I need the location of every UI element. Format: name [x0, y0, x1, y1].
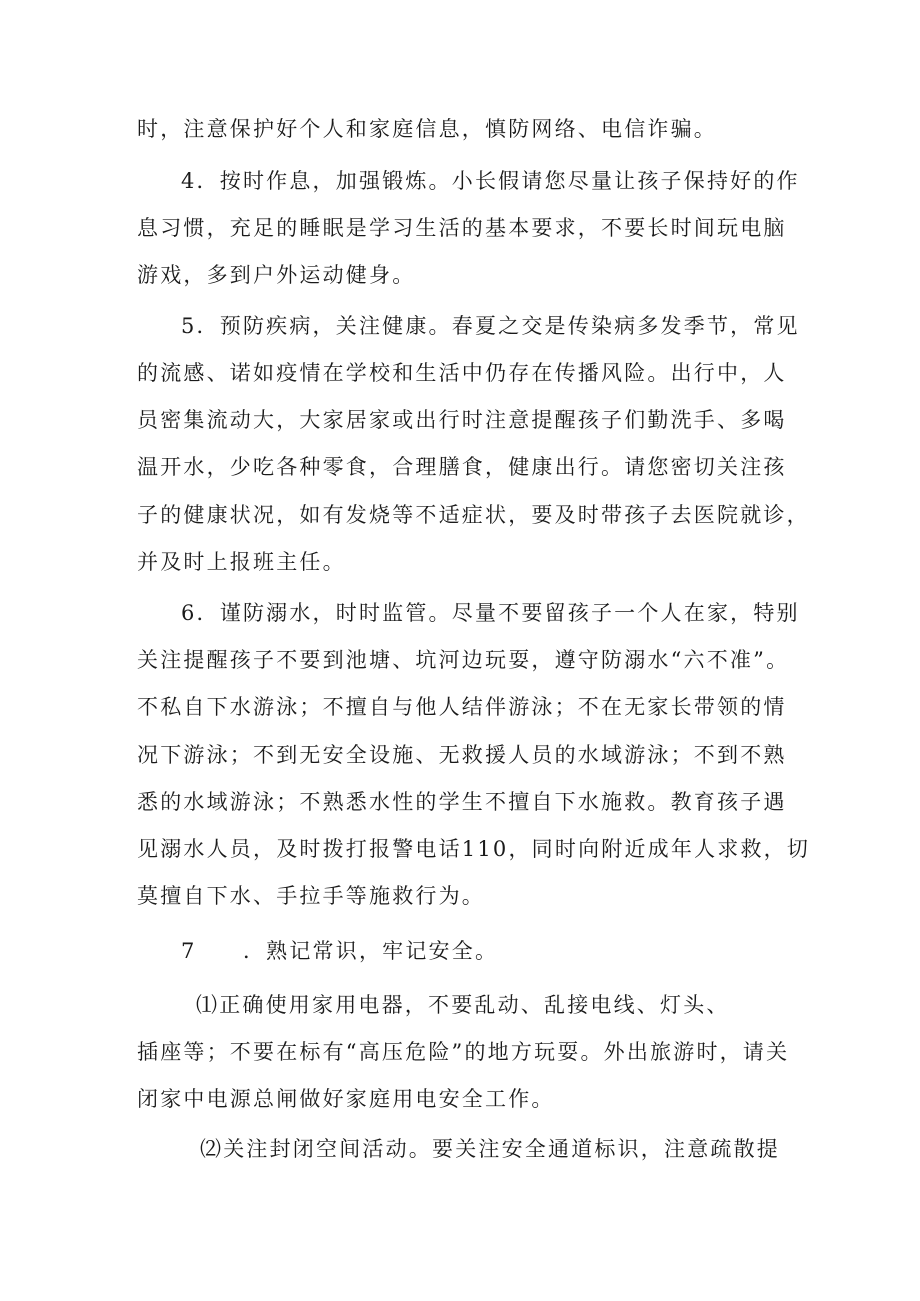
text-line-17: 莫擅自下水、手拉手等施救行为。 [137, 884, 485, 908]
text-line-18: 7 ．熟记常识，牢记安全。 [181, 939, 499, 963]
text-line-8: 温开水，少吃各种零食，合理膳食，健康出行。请您密切关注孩 [137, 455, 787, 479]
text-line-19: ⑴正确使用家用电器，不要乱动、乱接电线、灯头、 [196, 993, 730, 1017]
text-line-20: 插座等；不要在标有“高压危险”的地方玩耍。外出旅游时，请关 [137, 1040, 790, 1064]
text-line-14: 况下游泳；不到无安全设施、无救援人员的水域游泳；不到不熟 [137, 743, 787, 767]
text-line-2: 4．按时作息，加强锻炼。小长假请您尽量让孩子保持好的作 [181, 169, 800, 193]
text-line-16: 见溺水人员，及时拨打报警电话110，同时向附近成年人求救，切 [137, 837, 811, 861]
text-line-11: 6．谨防溺水，时时监管。尽量不要留孩子一个人在家，特别 [181, 601, 800, 625]
text-line-22: ⑵关注封闭空间活动。要关注安全通道标识，注意疏散提 [200, 1137, 780, 1161]
text-line-4: 游戏，多到户外运动健身。 [137, 263, 416, 287]
text-line-1: 时，注意保护好个人和家庭信息，慎防网络、电信诈骗。 [137, 117, 717, 141]
text-line-5: 5．预防疾病，关注健康。春夏之交是传染病多发季节，常见 [181, 314, 800, 338]
text-line-7: 员密集流动大，大家居家或出行时注意提醒孩子们勤洗手、多喝 [137, 408, 787, 432]
text-line-21: 闭家中电源总闸做好家庭用电安全工作。 [137, 1087, 555, 1111]
text-line-13: 不私自下水游泳；不擅自与他人结伴游泳；不在无家长带领的情 [137, 695, 787, 719]
text-line-15: 悉的水域游泳；不熟悉水性的学生不擅自下水施救。教育孩子遇 [137, 790, 787, 814]
text-line-6: 的流感、诺如疫情在学校和生活中仍存在传播风险。出行中，人 [137, 361, 787, 385]
text-line-9: 子的健康状况，如有发烧等不适症状，要及时带孩子去医院就诊， [137, 503, 810, 527]
text-line-3: 息习惯，充足的睡眠是学习生活的基本要求，不要长时间玩电脑 [137, 216, 787, 240]
text-line-10: 并及时上报班主任。 [137, 550, 346, 574]
text-line-12: 关注提醒孩子不要到池塘、坑河边玩耍，遵守防溺水“六不准”。 [137, 648, 790, 672]
